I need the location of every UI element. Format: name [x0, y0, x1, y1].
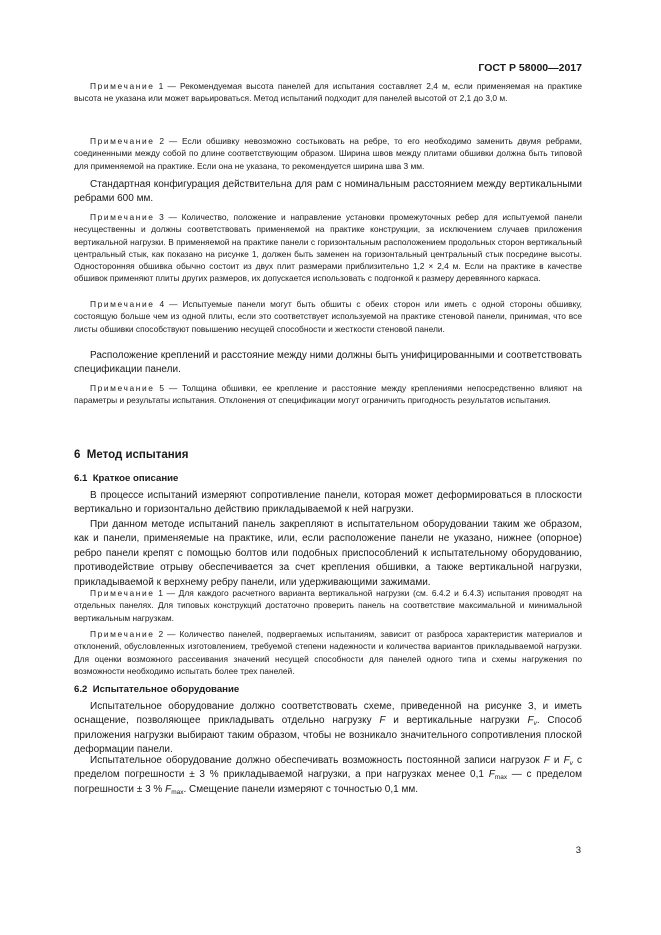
paragraph-6-2-b: Испытательное оборудование должно обеспечивать возможность постоянной записи нагрузок F и $F_v$ с пределом погрешности ± 3 % прикладываемой нагрузки, а при нагрузках менее 0,1 $F_{max}$ — с пределом погрешности ± 3 % $F_{max}$. Смещение панели измеряют с точностью 0,1 мм. — [74, 755, 582, 796]
note-5: Примечание 5 — Толщина обшивки, ее крепление и расстояние между креплениями непосредственно влияют на параметры и результаты испытания. Отклонения от спецификации могут ограничить пригодность результатов испытания. — [74, 383, 583, 406]
note-3: Примечание 3 — Количество, положение и направление установки промежуточных ребер для испытуемой панели несущественны и должны соответствовать применяемой на практике конструкции, за исключением случаев приложения вертикальной нагрузки. В применяемой на практике панели с горизонтальным расположением продольных сторон вертикальный центральный стык, как показано на рисунке 1, должен быть заменен на горизонтальный центральный стык посредине высоты. Односторонняя обшивка обычно состоит из двух плит размерами приблизительно 1,2 × 2,4 м. Если на практике в качестве обшивок применяют плиты других размеров, их допускается использовать с подгонкой к размеру деревянного каркаса. — [74, 212, 583, 284]
note-6-1-1: Примечание 1 — Для каждого расчетного варианта вертикальной нагрузки (см. 6.4.2 и 6.4.3) испытания проводят на отдельных панелях. Для типовых конструкций достаточно проверить панель на соответствие максимальной и минимальной вертикальным нагрузкам. — [74, 588, 582, 623]
paragraph-6-1-a: В процессе испытаний измеряют сопротивление панели, которая может деформироваться в плоскости вертикально и горизонтально действию прикладываемой к ней нагрузки. — [74, 490, 582, 516]
note-4: Примечание 4 — Испытуемые панели могут быть обшиты с обеих сторон или иметь с одной стороны обшивку, состоящую больше чем из одной плиты, если это соответствует используемой на практике стеновой панели, принимая, что все листы обшивки способствуют повышению несущей способности и жесткости стеновой панели. — [74, 299, 583, 334]
note-2-top: Примечание 2 — Если обшивку невозможно состыковать на ребре, то его необходимо заменить двумя ребрами, соединенными между собой по длине соответствующим образом. Ширина швов между плитами обшивки должна быть типовой для применяемой на практике. Если она не указана, то рекомендуется ширина шва 3 мм. — [74, 136, 582, 171]
page-number: 3 — [575, 845, 581, 856]
note-6-1-2: Примечание 2 — Количество панелей, подвергаемых испытаниям, зависит от разброса характеристик материалов и отклонений, обусловленных изготовлением, требуемой степени надежности и количества вариантов прикладываемой нагрузки. Для оценки возможного рассеивания значений несущей способности для панелей одного типа и схемы нагружения по возможности необходимо испытать более трех панелей. — [74, 629, 583, 676]
paragraph-standard-config: Стандартная конфигурация действительна для рам с номинальным расстоянием между вертикальными ребрами 600 мм. — [74, 179, 582, 205]
note-1-top: Примечание 1 — Рекомендуемая высота панелей для испытания составляет 2,4 м, если применяемая на практике высота не указана или может варьироваться. Метод испытаний подходит для панелей высотой от 2,1 до 3,0 м. — [74, 81, 583, 104]
paragraph-6-1-b: При данном методе испытаний панель закрепляют в испытательном оборудовании таким же образом, как и панели, применяемые на практике, или, если расположение панели не указано, нижнее (опорное) ребро панели крепят с помощью болтов или подобных приспособлений к испытательному оборудованию, противодействие отрыву обеспечивается за счет крепления обшивки, а также вертикальной нагрузки, прикладываемой к верхнему ребру панели, или удерживающими зажимами. — [74, 519, 582, 588]
subsection-6-2-heading: 6.2 Испытательное оборудование — [74, 684, 240, 695]
paragraph-6-2-a: Испытательное оборудование должно соответствовать схеме, приведенной на рисунке 3, и иметь оснащение, позволяющее прикладывать отдельно нагрузку F и вертикальные нагрузки $F_v$. Способ приложения нагрузки выбирают таким образом, чтобы не возникало значительного сопротивления плоской деформации панели. — [74, 701, 583, 756]
section-6-heading: 6 Метод испытания — [74, 449, 189, 461]
subsection-6-1-heading: 6.1 Краткое описание — [74, 473, 179, 484]
document-id-header: ГОСТ Р 58000—2017 — [478, 62, 582, 74]
paragraph-fastening: Расположение креплений и расстояние между ними должны быть унифицированными и соответствовать спецификации панели. — [74, 350, 582, 376]
